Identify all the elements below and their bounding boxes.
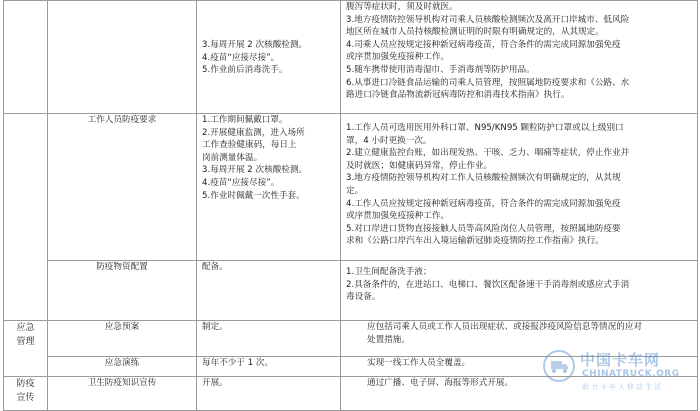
detail-cell-emergency-plan xyxy=(341,321,698,357)
detail-line: 或序贯加强免疫接种工作。 xyxy=(346,211,450,222)
item-staff-requirements: 工作人员防疫要求 xyxy=(48,114,197,261)
detail-line: 毒设备。 xyxy=(346,292,381,303)
detail-line: 1.卫生间配备洗手液； xyxy=(346,267,432,277)
category-cell-empty xyxy=(4,1,48,114)
detail-line: 4.司乘人员应按规定接种新冠病毒疫苗，符合条件的需完成同源加强免疫 xyxy=(346,39,621,50)
item-cell-empty xyxy=(48,1,197,114)
category-line: 应急 xyxy=(16,323,35,333)
category-line: 防疫 xyxy=(16,379,35,389)
epidemic-prevention-table xyxy=(3,0,698,411)
detail-line: 处置措施。 xyxy=(367,334,410,345)
measure-line: 2.开展健康监测，进入场所 xyxy=(202,127,305,138)
item-supplies: 防疫物资配置 xyxy=(48,261,197,321)
detail-cell-supplies xyxy=(341,261,698,321)
detail-cell-driver xyxy=(341,1,698,114)
measure-line: 工作查验健康码，每日上 xyxy=(202,140,297,151)
detail-line: 3.地方疫情防控领导机构对工作人员核酸检测频次有明确规定的，从其规 xyxy=(346,173,621,184)
watermark-english-name: CHINATRUCK.ORG xyxy=(582,369,680,379)
item-emergency-drill: 应急演练 xyxy=(48,357,197,377)
table-row-staff xyxy=(4,114,698,261)
detail-cell-emergency-drill: 实现一线工作人员全覆盖。 xyxy=(341,357,698,377)
detail-line: 1.工作人员可选用医用外科口罩、N95/KN95 颗粒防护口罩或以上级别口 xyxy=(346,123,624,133)
table-row-emergency-drill xyxy=(4,357,698,377)
category-line: 宣传 xyxy=(16,393,35,403)
measure-cell-supplies: 配备。 xyxy=(197,261,341,321)
table-row-supplies xyxy=(4,261,698,321)
table-row-publicity xyxy=(4,377,698,411)
category-epidemic-publicity xyxy=(4,377,48,411)
item-health-knowledge-publicity: 卫生防疫知识宣传 xyxy=(48,377,197,411)
measure-cell-staff xyxy=(197,114,341,261)
detail-line: 2.建立健康监控台账，如出现发热、干咳、乏力、咽痛等症状，停止作业并 xyxy=(346,148,630,159)
category-cell-empty xyxy=(4,114,48,321)
category-line: 管理 xyxy=(16,337,35,347)
detail-line: 腹泻等症状时，须及时就医。 xyxy=(346,2,458,12)
measure-line: 1.工作期间佩戴口罩。 xyxy=(202,115,288,125)
measure-cell-driver xyxy=(197,1,341,114)
detail-line: 5.对口岸进口货物直接接触人员等高风险岗位人员管理，按照属地防疫要 xyxy=(346,223,621,234)
measure-line: 3.每周开展 2 次核酸检测。 xyxy=(202,165,308,176)
detail-line: 4.工作人员应按规定接种新冠病毒疫苗，符合条件的需完成同源加强免疫 xyxy=(346,198,621,209)
detail-line: 应包括司乘人员或工作人员出现症状、或接报涉疫风险信息等情况的应对 xyxy=(367,322,643,332)
category-emergency-management xyxy=(4,321,48,377)
measure-line: 5.作业前后消毒洗手。 xyxy=(202,65,288,76)
detail-cell-staff xyxy=(341,114,698,261)
detail-line: 路进口冷链食品物流新冠病毒防控和消毒技术指南》执行。 xyxy=(346,90,570,101)
detail-line: 及时就医；如健康码异常，停止作业。 xyxy=(346,160,493,171)
detail-cell-publicity: 通过广播、电子屏、海报等形式开展。 xyxy=(341,377,698,411)
detail-line: 罩，4 小时更换一次。 xyxy=(346,135,432,146)
table-row-emergency-plan xyxy=(4,321,698,357)
detail-line: 求和《公路口岸汽车出入境运输新冠肺炎疫情防控工作指南》执行。 xyxy=(346,236,604,247)
measure-line: 4.疫苗“应接尽接”。 xyxy=(202,177,280,188)
detail-line: 或序贯加强免疫接种工作。 xyxy=(346,52,450,63)
detail-line: 地区所在城市人员持核酸检测证明的时限有明确规定的，从其规定。 xyxy=(346,27,604,38)
table-row-driver xyxy=(4,1,698,114)
watermark-chinese-name: 中国卡车网 xyxy=(580,351,661,369)
detail-line: 2.具备条件的，在进站口、电梯口、餐饮区配备速干手消毒剂或感应式手消 xyxy=(346,279,630,290)
measure-line: 5.作业时佩戴一次性手套。 xyxy=(202,190,305,201)
measure-cell-emergency-plan: 制定。 xyxy=(197,321,341,357)
measure-cell-publicity: 开展。 xyxy=(197,377,341,411)
measure-line: 4.疫苗“应接尽接”。 xyxy=(202,52,280,63)
watermark-tagline: 助力卡车人移动生活 xyxy=(582,383,663,391)
detail-line: 定。 xyxy=(346,185,364,196)
detail-line: 5.随车携带使用消毒湿巾、手消毒剂等防护用品。 xyxy=(346,64,535,75)
measure-line: 3.每周开展 2 次核酸检测。 xyxy=(202,40,308,50)
item-emergency-plan: 应急预案 xyxy=(48,321,197,357)
detail-line: 3.地方疫情防控领导机构对司乘人员核酸检测频次及离开口岸城市、低风险 xyxy=(346,14,630,25)
detail-line: 6.从事进口冷链食品运输的司乘人员管理，按照属地防疫要求和《公路、水 xyxy=(346,77,630,88)
measure-cell-emergency-drill: 每年不少于 1 次。 xyxy=(197,357,341,377)
measure-line: 岗前测量体温。 xyxy=(202,152,263,163)
